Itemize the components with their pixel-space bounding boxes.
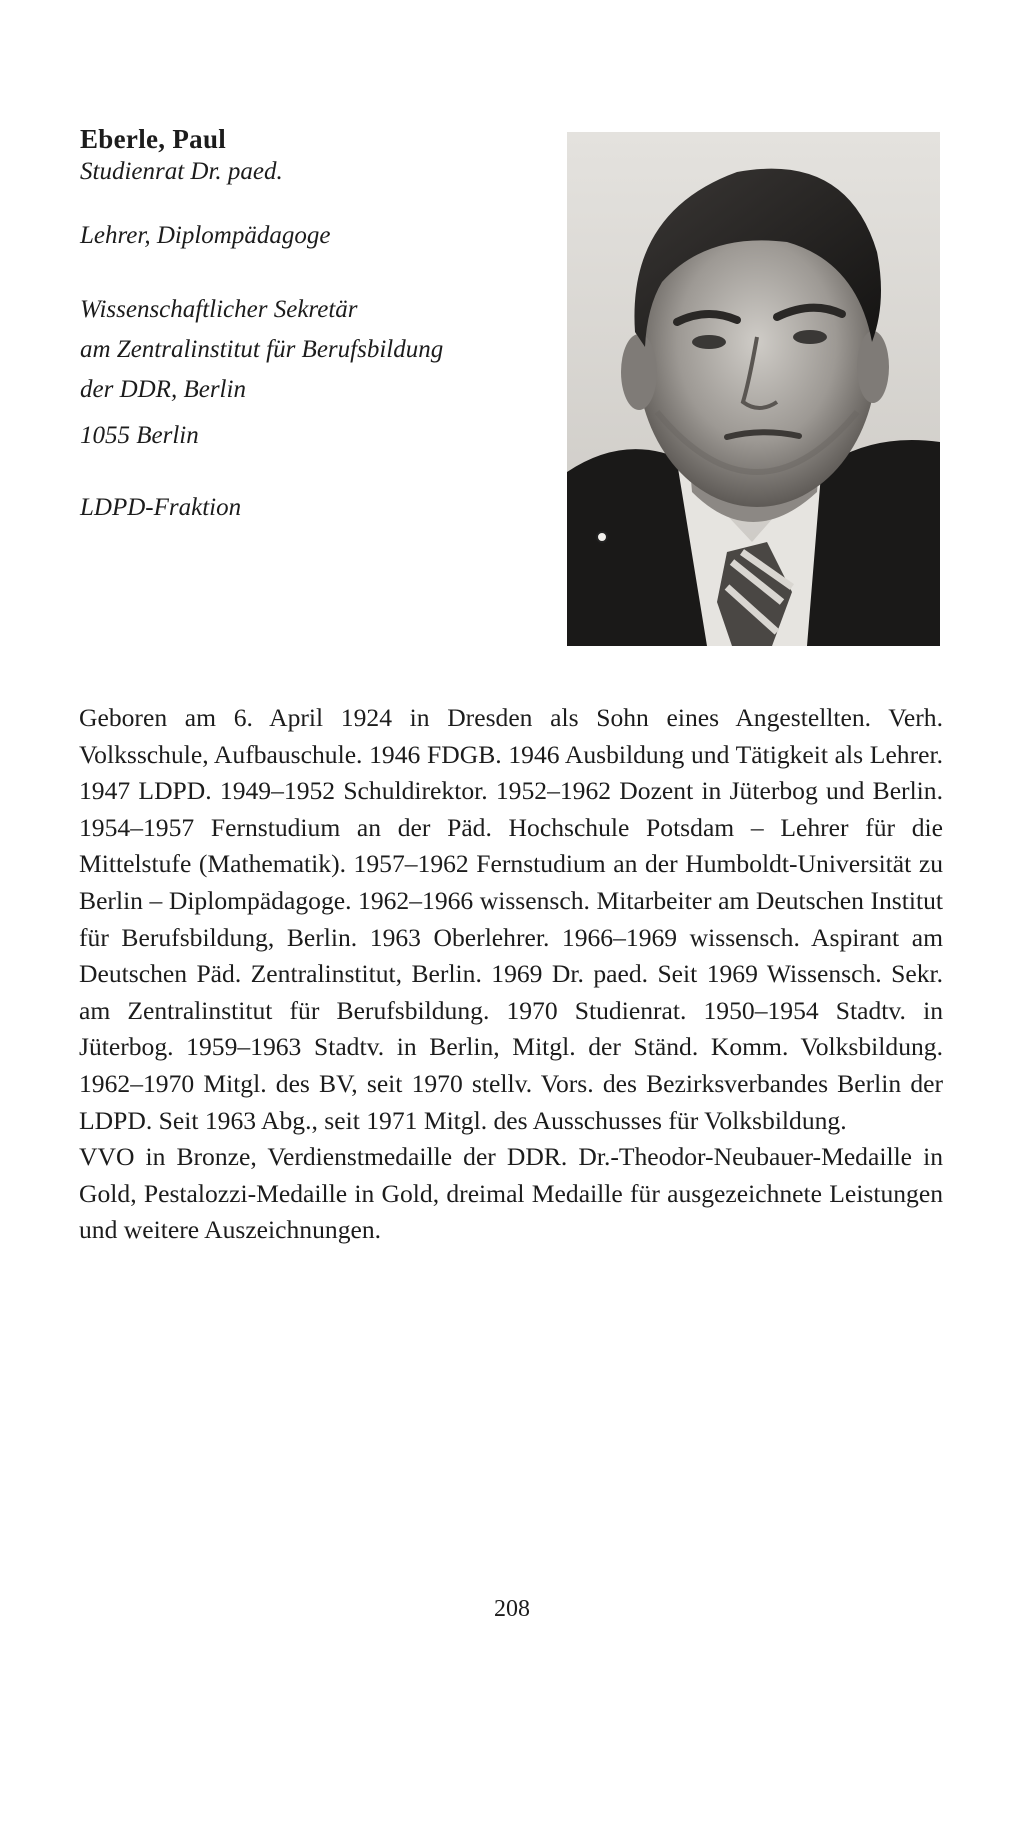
academic-title: Studienrat Dr. paed. [80, 158, 283, 185]
portrait-photo [567, 132, 940, 646]
page-number: 208 [494, 1596, 530, 1622]
faction: LDPD-Fraktion [80, 494, 242, 521]
position-line: am Zentralinstitut für Berufsbildung [80, 336, 444, 363]
profession: Lehrer, Diplompädagoge [80, 222, 331, 249]
position [80, 290, 443, 410]
biography [79, 700, 943, 1249]
person-name: Eberle, Paul [80, 124, 227, 154]
position-line: der DDR, Berlin [80, 376, 246, 403]
awards-paragraph: VVO in Bronze, Verdienstmedaille der DDR. Dr.-Theodor-Neubauer-Medaille in Gold, Pestalozzi-Medaille in Gold, dreimal Medaille für ausgezeichnete Leistungen und weitere Auszeichnungen. [79, 1142, 943, 1245]
entry-header [80, 122, 560, 521]
biography-paragraph: Geboren am 6. April 1924 in Dresden als Sohn eines Angestellten. Verh. Volksschule, Aufbauschule. 1946 FDGB. 1946 Ausbildung und Tätigkeit als Lehrer. 1947 LDPD. 1949–1952 Schuldirektor. 1952–1962 Dozent in Jüterbog und Berlin. 1954–1957 Fernstudium an der Päd. Hochschule Potsdam – Lehrer für die Mittelstufe (Mathematik). 1957–1962 Fernstudium an der Humboldt-Universität zu Berlin – Diplompädagoge. 1962–1966 wissensch. Mitarbeiter am Deutschen Institut für Berufsbildung, Berlin. 1963 Oberlehrer. 1966–1969 wissensch. Aspirant am Deutschen Päd. Zentralinstitut, Berlin. 1969 Dr. paed. Seit 1969 Wissensch. Sekr. am Zentralinstitut für Berufsbildung. 1970 Studienrat. 1950–1954 Stadtv. in Jüterbog. 1959–1963 Stadtv. in Berlin, Mitgl. der Ständ. Komm. Volksbildung. 1962–1970 Mitgl. des BV, seit 1970 stellv. Vors. des Bezirksverbandes Berlin der LDPD. Seit 1963 Abg., seit 1971 Mitgl. des Ausschusses für Volksbildung. [79, 703, 943, 1135]
city: 1055 Berlin [80, 422, 199, 449]
position-line: Wissenschaftlicher Sekretär [80, 296, 358, 323]
